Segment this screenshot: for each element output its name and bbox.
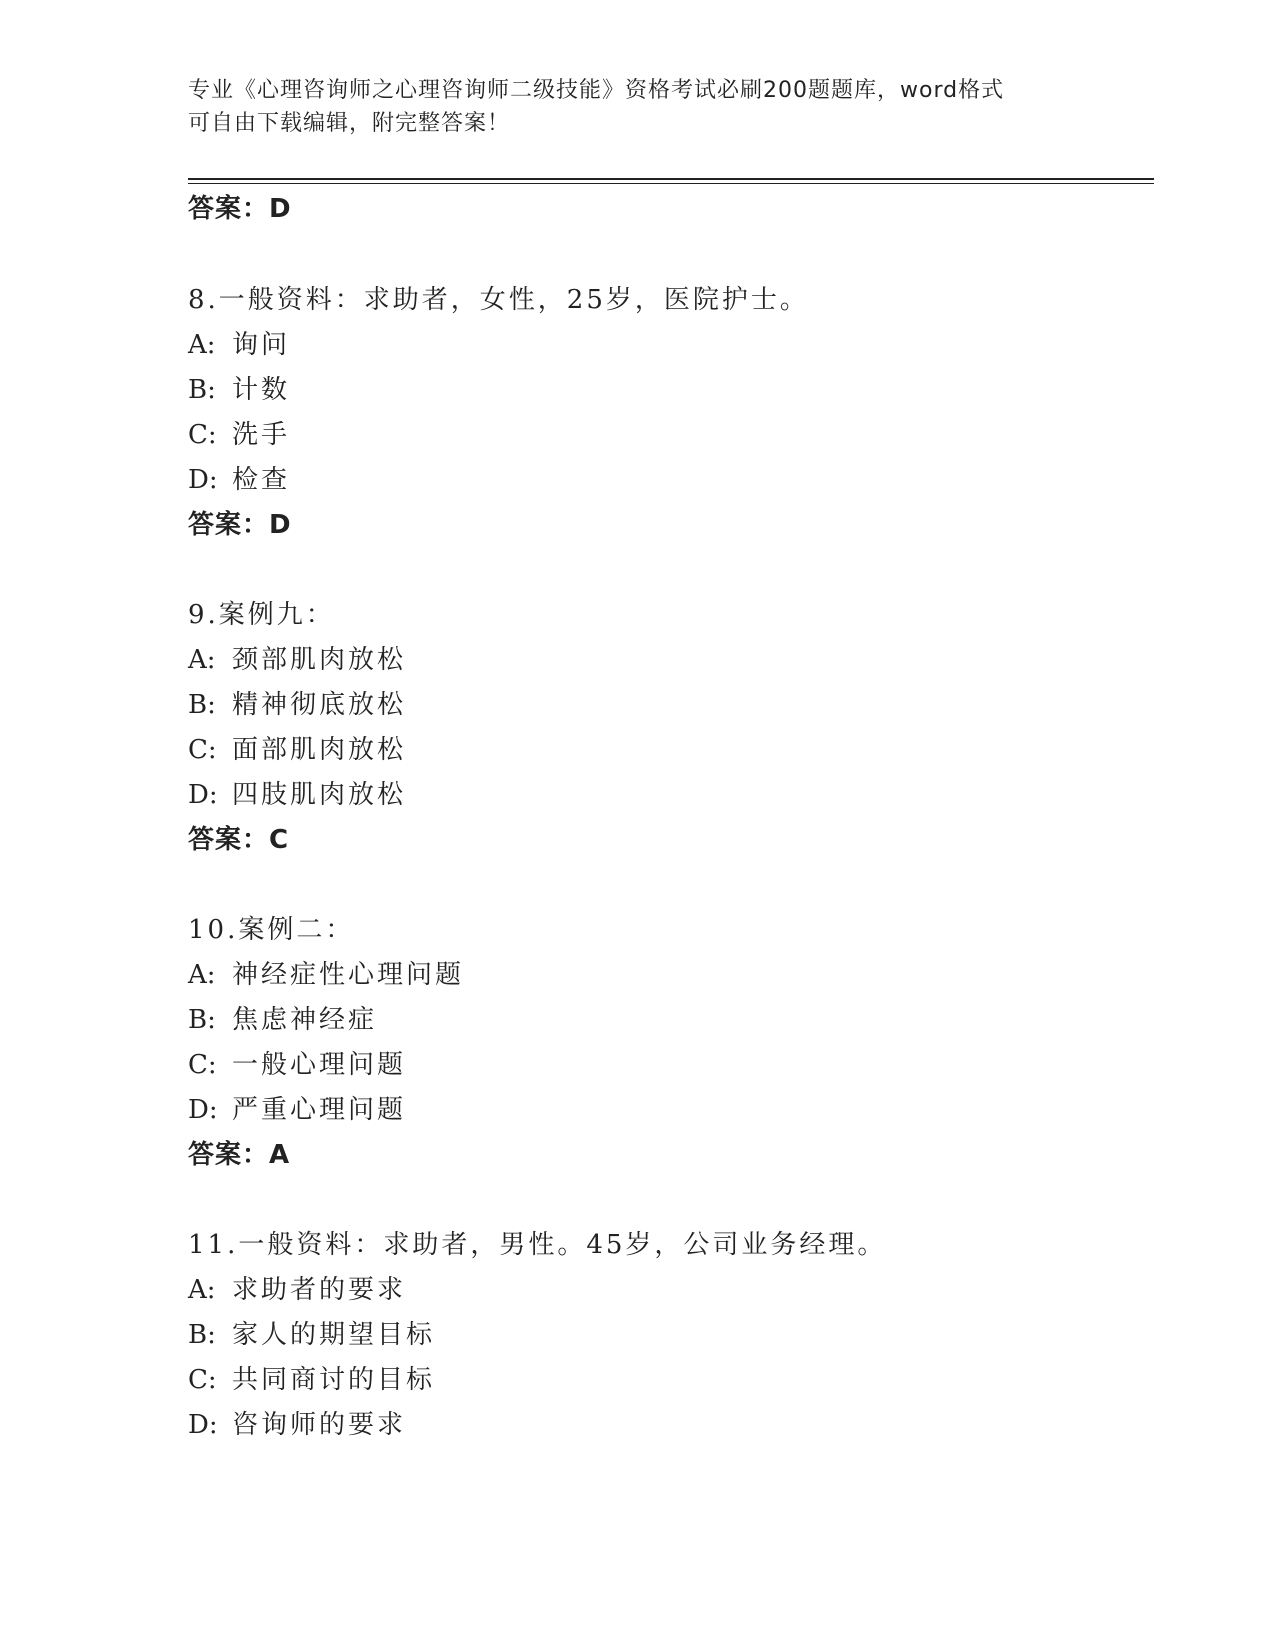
question-11-option-d: D: 咨询师的要求 [188,1410,407,1440]
question-10-option-c: C: 一般心理问题 [188,1050,407,1080]
question-11-text: 11.一般资料：求助者，男性。45岁，公司业务经理。 [188,1230,887,1260]
question-9-answer: 答案：C [188,825,290,855]
question-9-option-a: A: 颈部肌肉放松 [188,645,407,675]
question-11-option-b: B: 家人的期望目标 [188,1320,436,1350]
question-9-option-c: C: 面部肌肉放松 [188,735,407,765]
document-header [188,74,1068,140]
header-line-2: 可自由下载编辑，附完整答案！ [188,111,511,136]
question-11-option-c: C: 共同商讨的目标 [188,1365,436,1395]
question-11-option-a: A: 求助者的要求 [188,1275,407,1305]
header-rule-thin [188,183,1154,184]
question-8-option-a: A: 询问 [188,330,291,360]
question-10-answer: 答案：A [188,1140,291,1170]
previous-answer: 答案：D [188,194,292,224]
question-10-option-d: D: 严重心理问题 [188,1095,407,1125]
question-10-option-a: A: 神经症性心理问题 [188,960,465,990]
header-rule-thick [188,178,1154,180]
question-10-text: 10.案例二： [188,915,355,945]
question-8-option-b: B: 计数 [188,375,291,405]
question-9-text: 9.案例九： [188,600,335,630]
question-8-option-d: D: 检查 [188,465,291,495]
question-8-answer: 答案：D [188,510,292,540]
question-10-option-b: B: 焦虑神经症 [188,1005,378,1035]
header-line-1: 专业《心理咨询师之心理咨询师二级技能》资格考试必刷200题题库，word格式 [188,78,1005,103]
question-9-option-b: B: 精神彻底放松 [188,690,407,720]
question-9-option-d: D: 四肢肌肉放松 [188,780,407,810]
question-8-option-c: C: 洗手 [188,420,291,450]
question-8-text: 8.一般资料：求助者，女性，25岁，医院护士。 [188,285,809,315]
